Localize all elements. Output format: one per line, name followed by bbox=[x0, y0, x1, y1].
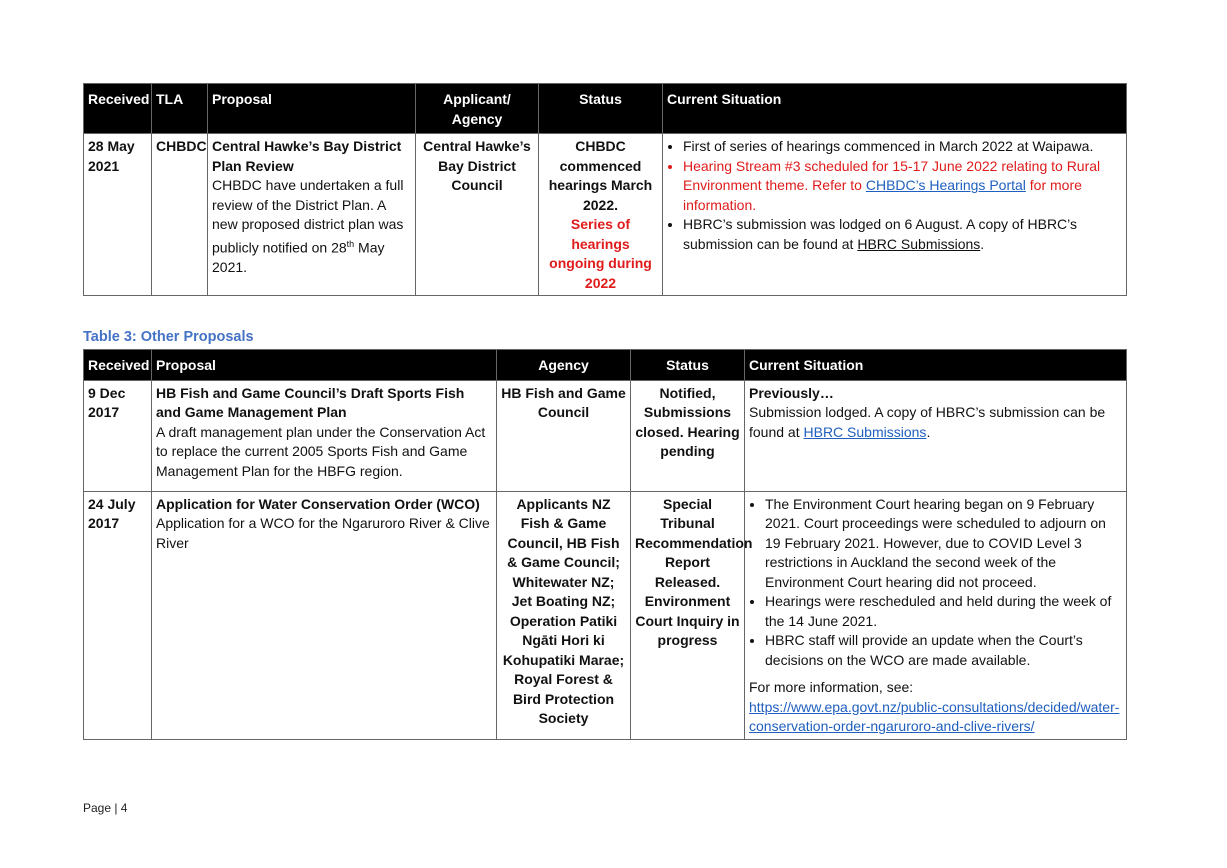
applicant: Central Hawke’s Bay District Council bbox=[416, 134, 539, 296]
list-item bbox=[683, 215, 1122, 254]
list-item: • Hearings were rescheduled and held during the week of the 14 June 2021. bbox=[765, 592, 1122, 631]
situation-text bbox=[749, 403, 1122, 442]
situation-cell bbox=[663, 134, 1127, 296]
bullet-text: HBRC’s submission was lodged on 6 August. A copy of HBRC’s submission can be found at bbox=[683, 216, 1078, 252]
page-number: Page | 4 bbox=[83, 801, 128, 815]
situation-cell bbox=[745, 491, 1127, 739]
table-header-row bbox=[84, 350, 1127, 381]
table-row bbox=[84, 380, 1127, 491]
proposal-cell bbox=[208, 134, 416, 296]
status-cell bbox=[539, 134, 663, 296]
epa-link[interactable]: https://www.epa.govt.nz/public-consultations/decided/water-conservation-order-ngaruroro-and-clive-rivers/ bbox=[749, 698, 1120, 734]
proposal-desc-text: CHBDC have undertaken a full review of the District Plan. A new proposed district plan was publicly notified on 28 bbox=[212, 177, 404, 256]
situation-end: . bbox=[926, 423, 931, 440]
header-proposal: Proposal bbox=[208, 84, 416, 134]
header-status: Status bbox=[631, 350, 745, 381]
proposal-desc-end: May 2021. bbox=[212, 239, 385, 275]
proposal-cell bbox=[152, 491, 497, 739]
proposal-title: HB Fish and Game Council’s Draft Sports Fish and Game Management Plan bbox=[156, 384, 465, 420]
header-current-situation: Current Situation bbox=[663, 84, 1127, 134]
table-caption: Table 3: Other Proposals bbox=[83, 329, 254, 345]
hearings-portal-link[interactable]: CHBDC’s Hearings Portal bbox=[865, 177, 1026, 193]
superscript: th bbox=[346, 238, 355, 249]
header-status: Status bbox=[539, 84, 663, 134]
district-plans-table bbox=[83, 83, 1127, 296]
proposal-description bbox=[212, 176, 411, 277]
table-header-row bbox=[84, 84, 1127, 134]
list-item: • HBRC staff will provide an update when the Court’s decisions on the WCO are made available. bbox=[765, 631, 1122, 670]
header-received: Received bbox=[84, 84, 152, 134]
situation-cell bbox=[745, 380, 1127, 491]
list-item: • The Environment Court hearing began on 9 February 2021. Court proceedings were scheduled to adjourn on 19 February 2021. However, due to COVID Level 3 restrictions in Auckland the second week of the Environment Court hearing did not proceed. bbox=[765, 495, 1122, 593]
tla: CHBDC bbox=[152, 134, 208, 296]
received-date: 9 Dec 2017 bbox=[84, 380, 152, 491]
table-row bbox=[84, 491, 1127, 739]
situation-list bbox=[749, 495, 1122, 671]
proposal-cell bbox=[152, 380, 497, 491]
header-current-situation: Current Situation bbox=[745, 350, 1127, 381]
situation-list bbox=[667, 137, 1122, 254]
situation-body: Submission lodged. A copy of HBRC’s submission can be found at bbox=[749, 404, 1106, 440]
received-date: 24 July 2017 bbox=[84, 491, 152, 739]
hbrc-submissions-link[interactable]: HBRC Submissions bbox=[857, 235, 981, 252]
proposal-description: A draft management plan under the Conservation Act to replace the current 2005 Sports Fish and Game Management Plan for the HBFG region. bbox=[156, 423, 486, 479]
more-info-label: For more information, see: bbox=[749, 679, 914, 695]
list-item bbox=[683, 157, 1122, 216]
status-text: CHBDC commenced hearings March 2022. bbox=[548, 138, 653, 213]
proposal-description: Application for a WCO for the Ngaruroro River & Clive River bbox=[156, 515, 490, 551]
situation-title: Previously… bbox=[749, 384, 834, 401]
agency: Applicants NZ Fish & Game Council, HB Fish & Game Council; Whitewater NZ; Jet Boating NZ; Operation Patiki Ngāti Hori ki Kohupatiki Marae; Royal Forest & Bird Protection Society bbox=[497, 491, 631, 739]
header-agency: Agency bbox=[497, 350, 631, 381]
status-highlight: Series of hearings ongoing during 2022 bbox=[549, 216, 652, 291]
header-proposal: Proposal bbox=[152, 350, 497, 381]
spacer bbox=[749, 670, 1122, 678]
status: Special Tribunal Recommendation Report Released. Environment Court Inquiry in progress bbox=[631, 491, 745, 739]
table-row bbox=[84, 134, 1127, 296]
list-item: • First of series of hearings commenced in March 2022 at Waipawa. bbox=[683, 137, 1122, 157]
status: Notified, Submissions closed. Hearing pending bbox=[631, 380, 745, 491]
bullet-end: . bbox=[980, 235, 985, 252]
header-tla: TLA bbox=[152, 84, 208, 134]
header-received: Received bbox=[84, 350, 152, 381]
agency: HB Fish and Game Council bbox=[497, 380, 631, 491]
bullet-end: for more information. bbox=[683, 177, 1082, 213]
header-applicant: Applicant/ Agency bbox=[416, 84, 539, 134]
received-date: 28 May 2021 bbox=[84, 134, 152, 296]
other-proposals-table bbox=[83, 349, 1127, 740]
proposal-title: Central Hawke’s Bay District Plan Review bbox=[212, 138, 402, 174]
bullet-text: Hearing Stream #3 scheduled for 15-17 June 2022 relating to Rural Environment theme. Refer to bbox=[683, 157, 1101, 193]
hbrc-submissions-link[interactable]: HBRC Submissions bbox=[803, 423, 927, 440]
proposal-title: Application for Water Conservation Order (WCO) bbox=[156, 495, 480, 512]
